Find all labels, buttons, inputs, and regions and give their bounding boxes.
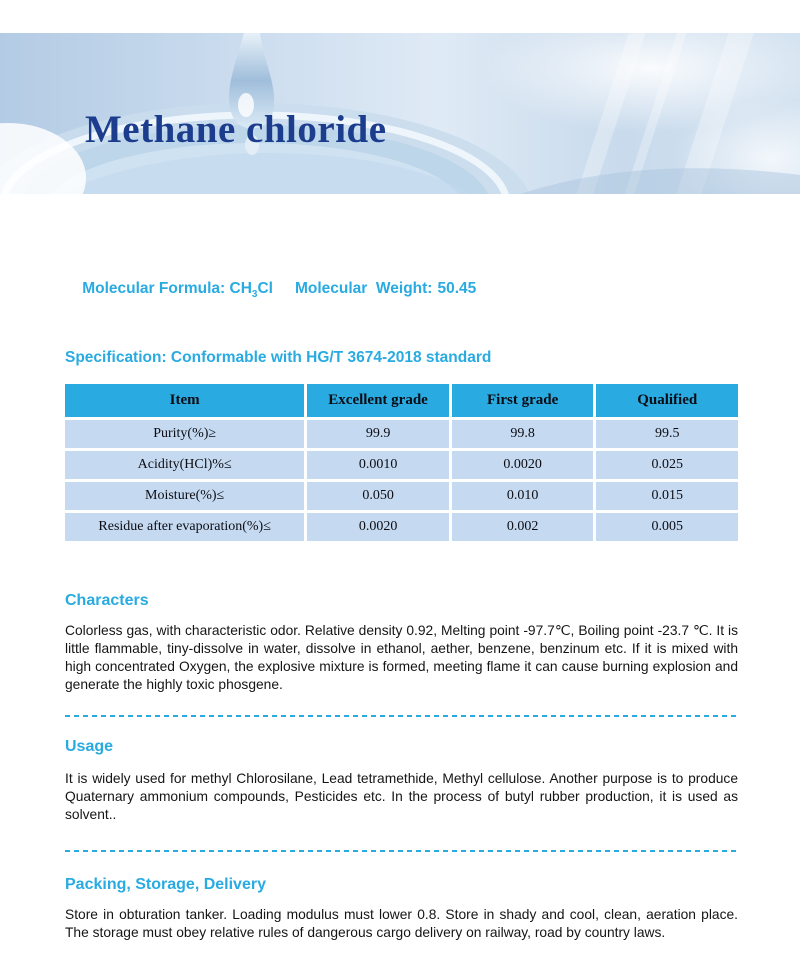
row-value: 0.025 [596,451,738,479]
table-row [65,420,738,448]
molecular-formula-label: Molecular Formula: [82,280,230,297]
spec-table [62,381,741,544]
table-header-excellent-grade: Excellent grade [307,384,449,417]
characters-heading: Characters [65,592,149,609]
row-value: 0.050 [307,482,449,510]
row-item-label: Moisture(%)≤ [65,482,304,510]
main-content [65,194,738,942]
characters-paragraph: Colorless gas, with characteristic odor. Relative density 0.92, Melting point -97.7℃, Boiling point -23.7 ℃. It is little flammable, tiny-dissolve in water, dissolve in ethanol, aether, benzene, benzinum etc. If it is mixed with high concentrated Oxygen, the explosive mixture is formed, meeting flame it can cause burning explosion and generate the highly toxic phosgene. [65,623,738,692]
row-value: 0.015 [596,482,738,510]
packing-storage-delivery-heading: Packing, Storage, Delivery [65,876,266,893]
row-item-label: Residue after evaporation(%)≤ [65,513,304,541]
table-row [65,451,738,479]
molecular-weight-value: 50.45 [437,280,477,297]
usage-paragraph: It is widely used for methyl Chlorosilane, Lead tetramethide, Methyl cellulose. Another purpose is to produce Quaternary ammonium compounds, Pesticides etc. In the process of butyl rubber production, it is used as solvent.. [65,771,738,822]
row-value: 0.005 [596,513,738,541]
formula-main: CH [229,280,252,297]
row-item-label: Purity(%)≥ [65,420,304,448]
table-header-qualified: Qualified [596,384,738,417]
table-header-row [65,384,738,417]
row-item-label: Acidity(HCl)%≤ [65,451,304,479]
row-value: 0.0020 [452,451,594,479]
header-banner [0,33,800,194]
row-value: 0.0020 [307,513,449,541]
table-header-item: Item [65,384,304,417]
formula-end: Cl [257,280,273,297]
row-value: 0.0010 [307,451,449,479]
molecular-weight-label: Molecular Weight: [294,280,433,297]
usage-heading: Usage [65,738,114,755]
row-value: 99.9 [307,420,449,448]
row-value: 0.010 [452,482,594,510]
specification-line: Specification: Conformable with HG/T 3674-2018 standard [65,349,492,366]
table-row [65,482,738,510]
dashed-divider [65,850,738,852]
table-header-first-grade: First grade [452,384,594,417]
molecular-formula-line [65,262,738,318]
row-value: 99.5 [596,420,738,448]
dashed-divider [65,715,738,717]
table-row [65,513,738,541]
row-value: 0.002 [452,513,594,541]
product-title: Methane chloride [85,108,387,151]
formula-subscript: 3 [251,289,258,300]
packing-storage-delivery-paragraph: Store in obturation tanker. Loading modulus must lower 0.8. Store in shady and cool, clean, aeration place. The storage must obey relative rules of dangerous cargo delivery on railway, road by country laws. [65,907,738,940]
row-value: 99.8 [452,420,594,448]
